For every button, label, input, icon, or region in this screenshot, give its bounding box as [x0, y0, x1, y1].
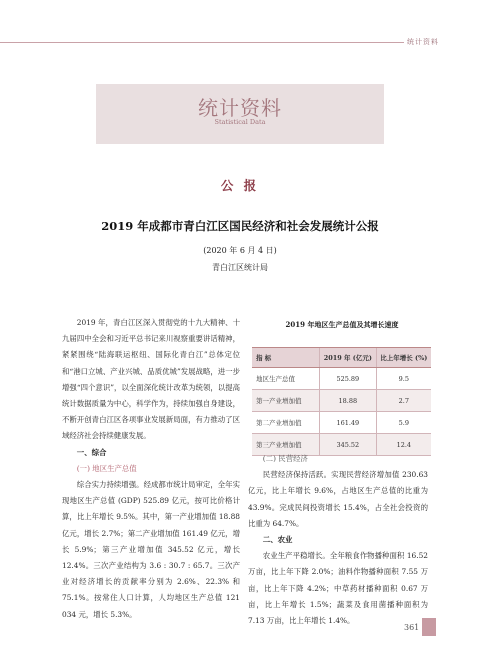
table-cell: 12.4 — [376, 434, 431, 456]
table-cell: 地区生产总值 — [252, 368, 320, 390]
table-row — [252, 368, 431, 390]
heading-overall: 一、综合 — [76, 447, 107, 457]
page-number: 361 — [404, 623, 420, 632]
section-subtitle: Statistical Data — [214, 118, 266, 126]
table-header: 2019 年 (亿元) — [320, 348, 377, 368]
table-cell: 第二产业增加值 — [252, 412, 320, 434]
section-banner — [96, 84, 384, 144]
table-row — [252, 390, 431, 412]
intro-paragraph: 2019 年，青白江区深入贯彻党的十九大精神、十九届四中全会和习近平总书记来川视察重要讲话精神，紧紧围绕“陆海联运枢纽、国际化青白江”总体定位和“港口立城、产业兴城、品质优城”发展战略，进一步增强“四个意识”，以全面深化统计改革为统领，以提高统计数据质量为中心，科学作为，持续加强自身建设，不断开创青白江区各项事业发展新局面，有力推动了区域经济社会持续健康发展。 — [62, 318, 240, 441]
table-cell: 5.9 — [376, 412, 431, 434]
heading-gdp: (一) 地区生产总值 — [76, 463, 137, 473]
table-cell: 2.7 — [376, 390, 431, 412]
left-column — [62, 315, 240, 623]
table-header-row — [252, 348, 431, 368]
table-cell: 525.89 — [320, 368, 377, 390]
doc-category: 公 报 — [220, 178, 260, 193]
page-tab-decoration — [422, 618, 436, 636]
heading-agriculture: 二、农业 — [262, 535, 293, 545]
table-cell: 第一产业增加值 — [252, 390, 320, 412]
table-header: 指 标 — [252, 348, 320, 368]
table-row — [252, 412, 431, 434]
table-header: 比上年增长 (%) — [376, 348, 431, 368]
private-economy-paragraph: 民营经济保持活跃。实现民营经济增加值 230.63 亿元，比上年增长 9.6%，占地区生产总值的比重为 43.9%。完成民间投资增长 15.4%，占全社会投资的比重为 64.7%。 — [248, 470, 428, 528]
doc-date: (2020 年 6 月 4 日) — [203, 246, 277, 255]
gdp-paragraph: 综合实力持续增强。经成都市统计局审定，全年实现地区生产总值 (GDP) 525.89 亿元，按可比价格计算，比上年增长 9.5%。其中，第一产业增加值 18.88 亿元，增长 2.7%；第二产业增加值 161.49 亿元，增长 5.9%；第三产业增加值 345.52 亿元，增长 12.4%。三次产业结构为 3.6 : 30.7 : 65.7。三次产业对经济增长的贡献率分别为 2.6%、22.3% 和 75.1%。按常住人口计算，人均地区生产总值 121 034 元，增长 5.3%。 — [62, 480, 240, 619]
right-column — [248, 451, 428, 629]
doc-title: 2019 年成都市青白江区国民经济和社会发展统计公报 — [101, 219, 379, 233]
section-title: 统计资料 — [198, 96, 282, 120]
table-caption: 2019 年地区生产总值及其增长速度 — [285, 320, 399, 329]
table-cell: 345.52 — [320, 434, 377, 456]
heading-private-economy: (二) 民营经济 — [262, 454, 308, 463]
table-cell: 161.49 — [320, 412, 377, 434]
doc-org: 青白江区统计局 — [212, 263, 268, 272]
header-rule — [0, 42, 410, 43]
table-cell: 第三产业增加值 — [252, 434, 320, 456]
gdp-table — [252, 347, 431, 456]
table-cell: 18.88 — [320, 390, 377, 412]
table-cell: 9.5 — [376, 368, 431, 390]
agriculture-paragraph: 农业生产平稳增长。全年粮食作物播种面积 16.52 万亩，比上年下降 2.0%；油料作物播种面积 7.55 万亩，比上年下降 4.2%；中草药材播种面积 0.67 万亩，比上年增长 1.5%；蔬菜及食用菌播种面积为 7.13 万亩，比上年增长 1.4%。 — [248, 551, 428, 626]
running-title: 统计资料 — [404, 37, 442, 47]
